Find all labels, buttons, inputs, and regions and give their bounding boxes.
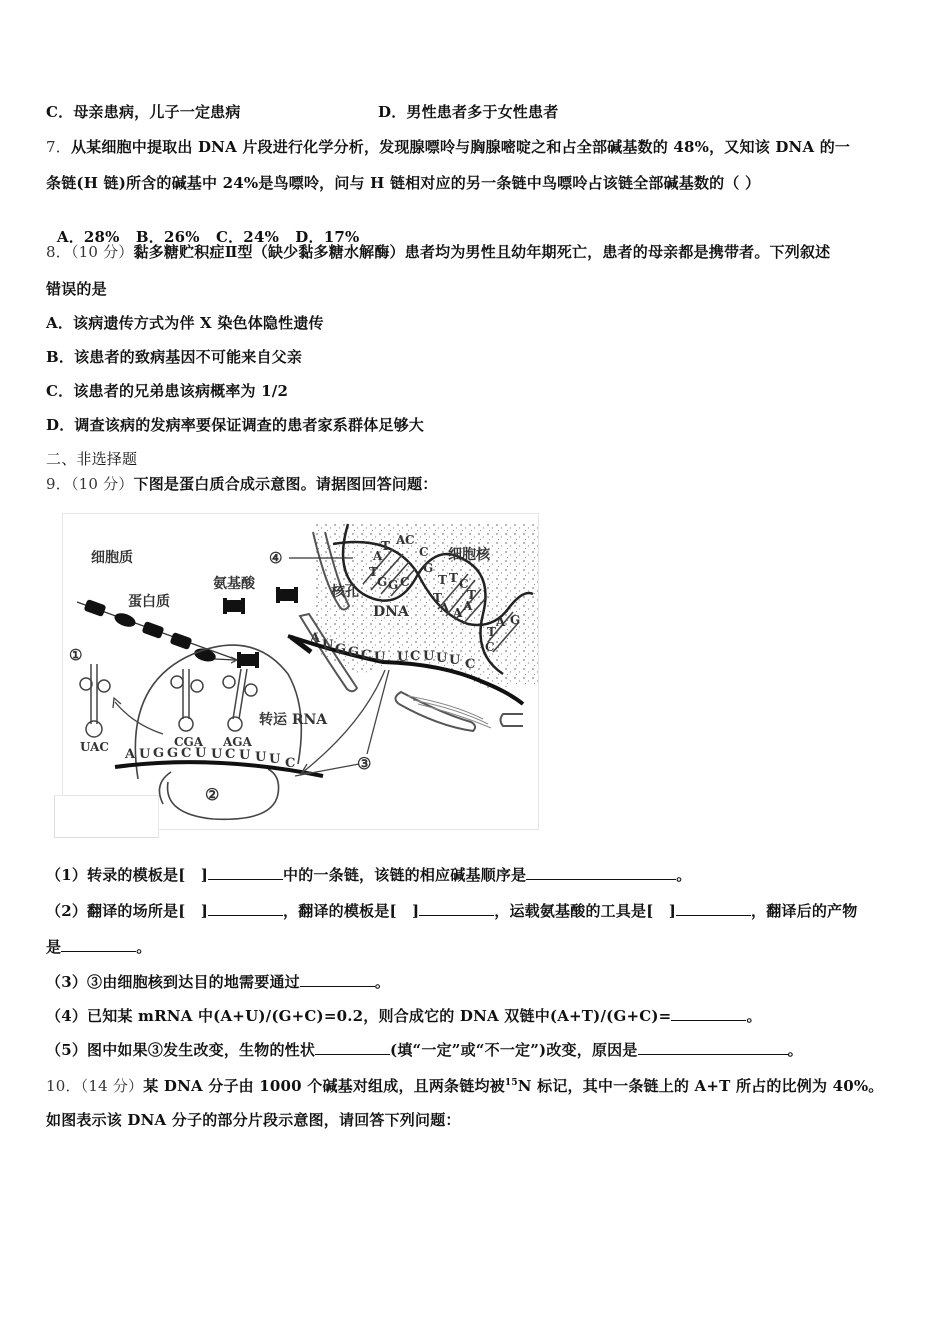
q9-sub5: （5）图中如果③发生改变，生物的性状 (填“一定”或“不一定”)改变，原因是 。 xyxy=(46,1041,803,1059)
q7-options: A．28% B．26% C．24% D．17% xyxy=(56,228,360,246)
q9-sub1: （1）转录的模板是[ ] 中的一条链，该链的相应碱基顺序是 。 xyxy=(46,866,692,884)
answer-blank[interactable] xyxy=(61,937,136,952)
question-number: 7． xyxy=(46,138,71,156)
q6-option-c: C．母亲患病，儿子一定患病 xyxy=(46,103,241,121)
answer-blank[interactable] xyxy=(208,865,283,880)
anticodon-1: UAC xyxy=(80,740,109,754)
q8-option-b: B．该患者的致病基因不可能来自父亲 xyxy=(46,348,303,366)
q7-stem-line1: 7．从某细胞中提取出 DNA 片段进行化学分析，发现腺嘌呤与胸腺嘧啶之和占全部碱基数的 48%，又知该 DNA 的一 xyxy=(46,138,851,156)
nucleus-label: 细胞核 xyxy=(448,547,490,563)
svg-text:U: U xyxy=(449,653,461,668)
answer-blank[interactable] xyxy=(671,1006,746,1021)
svg-text:C: C xyxy=(361,648,372,663)
svg-text:G: G xyxy=(388,578,399,592)
trna-label: 转运 RNA xyxy=(259,712,328,728)
answer-blank[interactable] xyxy=(300,972,375,987)
answer-blank[interactable] xyxy=(676,901,751,916)
svg-text:T: T xyxy=(467,588,476,602)
q8-stem-line2: 错误的是 xyxy=(46,280,107,298)
marker-1-label: ① xyxy=(69,646,83,664)
svg-text:A: A xyxy=(125,747,136,762)
q9-stem: 9．（10 分）下图是蛋白质合成示意图。请据图回答问题： xyxy=(46,475,438,493)
answer-blank[interactable] xyxy=(208,901,283,916)
svg-text:U: U xyxy=(239,748,251,763)
svg-text:A: A xyxy=(453,606,463,620)
svg-text:T: T xyxy=(433,591,442,605)
svg-text:U: U xyxy=(322,638,334,653)
svg-text:U: U xyxy=(139,747,151,762)
q8-option-c: C．该患者的兄弟患该病概率为 1/2 xyxy=(46,382,289,400)
svg-text:C: C xyxy=(459,577,469,591)
svg-text:G: G xyxy=(510,613,521,627)
cytoplasm-label: 细胞质 xyxy=(91,550,133,566)
question-number: 9．（10 分） xyxy=(46,475,134,493)
svg-text:C: C xyxy=(225,747,236,762)
q9-sub3: （3）③由细胞核到达目的地需要通过 。 xyxy=(46,973,391,991)
svg-text:T: T xyxy=(438,573,447,587)
svg-text:C: C xyxy=(400,575,410,589)
q10-stem-line1: 10．（14 分）某 DNA 分子由 1000 个碱基对组成，且两条链均被$^{15}$N 标记，其中一条链上的 A+T 所占的比例为 40%。 xyxy=(46,1077,884,1095)
q9-sub4: （4）已知某 mRNA 中(A+U)/(G+C)=0.2，则合成它的 DNA 双链中(A+T)/(G+C)= 。 xyxy=(46,1007,762,1025)
svg-text:T: T xyxy=(487,625,496,639)
anticodon-2: CGA xyxy=(174,735,204,749)
protein-label: 蛋白质 xyxy=(128,594,170,610)
svg-text:A: A xyxy=(440,601,450,615)
diagram-canvas xyxy=(63,514,538,829)
answer-blank[interactable] xyxy=(315,1040,390,1055)
anticodon-3: AGA xyxy=(223,735,252,749)
svg-text:U: U xyxy=(423,649,435,664)
svg-text:G: G xyxy=(377,575,388,589)
trna-1 xyxy=(80,664,110,737)
answer-blank[interactable] xyxy=(638,1040,788,1055)
q8-option-d: D．调查该病的发病率要保证调查的患者家系群体足够大 xyxy=(46,416,425,434)
svg-text:G: G xyxy=(423,561,434,575)
q9-sub2: （2）翻译的场所是[ ] ，翻译的模板是[ ] ，运载氨基酸的工具是[ ] ，翻译后的产物 xyxy=(46,902,858,920)
q8-option-a: A．该病遗传方式为伴 X 染色体隐性遗传 xyxy=(46,314,324,332)
svg-text:U: U xyxy=(436,651,448,666)
nuclear-envelope-lower xyxy=(395,692,475,731)
svg-text:U: U xyxy=(269,752,281,767)
svg-text:C: C xyxy=(410,649,421,664)
svg-text:G: G xyxy=(348,645,360,660)
dna-label: DNA xyxy=(373,604,409,620)
q6-option-d: D．男性患者多于女性患者 xyxy=(378,103,559,121)
svg-text:G: G xyxy=(153,746,165,761)
svg-text:U: U xyxy=(211,747,223,762)
q7-stem-line2: 条链(H 链)所含的碱基中 24%是鸟嘌呤，问与 H 链相对应的另一条链中鸟嘌呤占该链全部碱基数的（ ） xyxy=(46,174,761,192)
svg-text:U: U xyxy=(374,650,386,665)
svg-text:C: C xyxy=(405,533,415,547)
svg-text:A: A xyxy=(396,533,406,547)
answer-blank[interactable] xyxy=(526,865,676,880)
section-title: 二、非选择题 xyxy=(46,450,138,468)
question-number: 8．（10 分） xyxy=(46,243,134,261)
marker-3-label: ③ xyxy=(357,754,372,773)
amino-acid-label: 氨基酸 xyxy=(213,576,255,592)
protein-synthesis-diagram xyxy=(62,513,539,830)
svg-text:C: C xyxy=(465,657,476,672)
svg-text:U: U xyxy=(195,746,207,761)
trna-3 xyxy=(223,669,257,731)
question-number: 10．（14 分） xyxy=(46,1077,144,1095)
svg-text:A: A xyxy=(373,549,383,563)
image-crop-artifact xyxy=(54,795,159,838)
nuclear-pore-label: 核孔 xyxy=(331,584,359,600)
svg-text:C: C xyxy=(485,640,495,654)
svg-text:U: U xyxy=(255,750,267,765)
q8-stem-line1: 8．（10 分）黏多糖贮积症Ⅱ型（缺少黏多糖水解酶）患者均为男性且幼年期死亡，患者的母亲都是携带者。下列叙述 xyxy=(46,243,831,261)
envelope-tail xyxy=(501,714,524,726)
svg-text:G: G xyxy=(335,642,347,657)
svg-text:T: T xyxy=(369,565,378,579)
svg-text:T: T xyxy=(449,571,458,585)
svg-text:A: A xyxy=(496,615,506,629)
marker-3-line-a xyxy=(367,670,389,754)
svg-text:C: C xyxy=(181,746,192,761)
svg-text:C: C xyxy=(285,756,296,771)
answer-blank[interactable] xyxy=(419,901,494,916)
marker-4-label: ④ xyxy=(269,549,283,567)
marker-2-label: ② xyxy=(205,785,220,804)
svg-text:A: A xyxy=(463,599,473,613)
trna-2 xyxy=(171,669,203,731)
svg-text:T: T xyxy=(381,539,390,553)
svg-text:A: A xyxy=(310,631,321,646)
svg-text:C: C xyxy=(419,545,429,559)
svg-text:G: G xyxy=(167,746,179,761)
q10-stem-line2: 如图表示该 DNA 分子的部分片段示意图，请回答下列问题： xyxy=(46,1111,461,1129)
q9-sub2-cont: 是 。 xyxy=(46,938,152,956)
svg-text:U: U xyxy=(397,650,409,665)
